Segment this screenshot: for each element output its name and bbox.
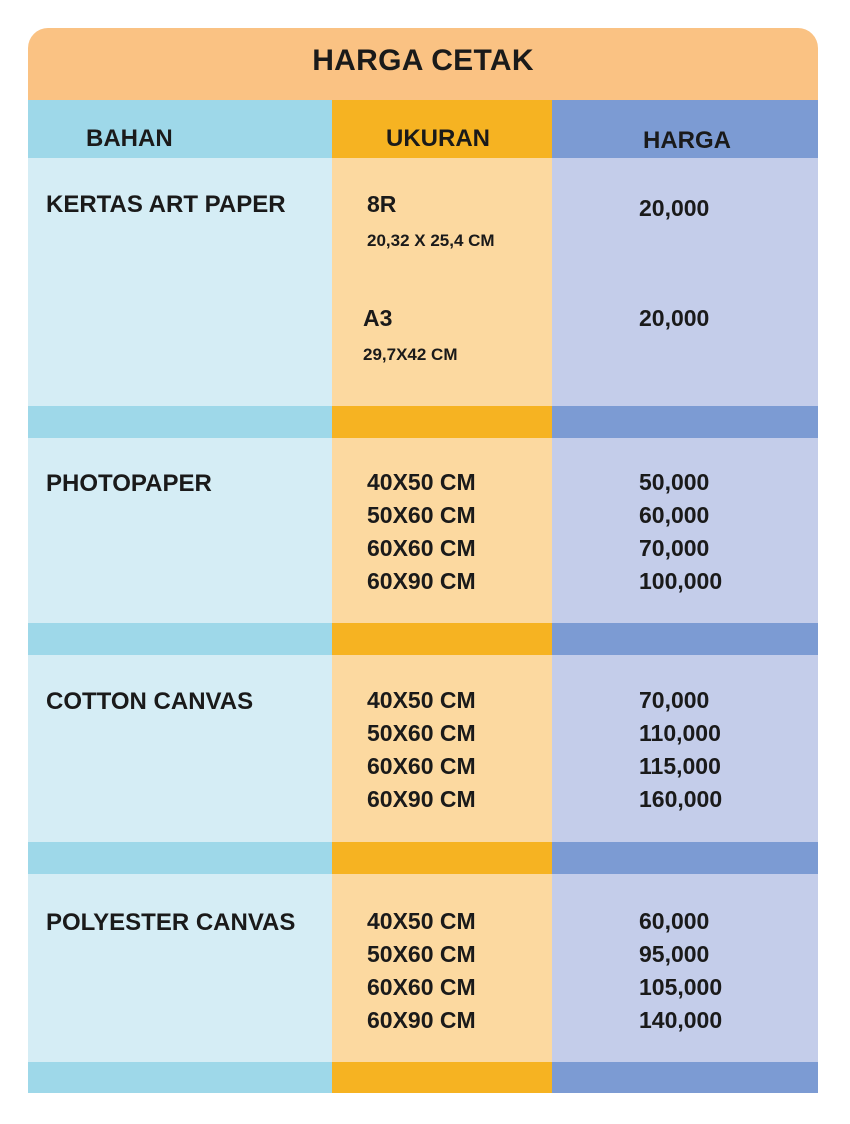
price-item: 160,000: [639, 786, 723, 812]
size-item: 60X60 CM: [367, 753, 476, 779]
size-item: 40X50 CM: [367, 469, 476, 495]
size-item: 50X60 CM: [367, 720, 476, 746]
separator-band: [332, 406, 552, 438]
size-item: 40X50 CM: [367, 908, 476, 934]
size-a3: A3: [363, 305, 393, 331]
price-item: 110,000: [639, 720, 721, 746]
size-item: 40X50 CM: [367, 687, 476, 713]
separator-band: [28, 623, 332, 655]
size-8r: 8R: [367, 191, 397, 217]
header-ukuran: UKURAN: [386, 125, 490, 152]
material-polyester-canvas: POLYESTER CANVAS: [46, 909, 296, 936]
material-cotton-canvas: COTTON CANVAS: [46, 688, 254, 715]
size-item: 50X60 CM: [367, 502, 476, 528]
price-item: 100,000: [639, 568, 723, 594]
price-list: [639, 466, 722, 598]
separator-band: [552, 623, 818, 655]
header-bahan: BAHAN: [86, 125, 173, 152]
dimension-a3: 29,7X42 CM: [363, 345, 458, 364]
price-list: [639, 905, 722, 1037]
price-8r: 20,000: [639, 195, 710, 221]
footer-band: [552, 1062, 818, 1093]
material-kertas-art-paper: KERTAS ART PAPER: [46, 191, 286, 218]
footer-band: [332, 1062, 552, 1093]
size-list: [367, 905, 476, 1037]
material-photopaper: PHOTOPAPER: [46, 470, 212, 497]
price-item: 60,000: [639, 908, 710, 934]
separator-band: [28, 842, 332, 874]
bahan-column: [28, 100, 332, 1093]
price-item: 95,000: [639, 941, 710, 967]
price-item: 115,000: [639, 753, 721, 779]
title-bar: [28, 28, 818, 100]
size-item: 60X60 CM: [367, 974, 476, 1000]
price-item: 60,000: [639, 502, 710, 528]
size-item: 60X90 CM: [367, 568, 476, 594]
separator-band: [28, 406, 332, 438]
separator-band: [552, 406, 818, 438]
price-a3: 20,000: [639, 305, 710, 331]
size-item: 60X90 CM: [367, 786, 476, 812]
price-item: 50,000: [639, 469, 710, 495]
price-item: 70,000: [639, 535, 710, 561]
page-title: HARGA CETAK: [312, 44, 534, 77]
separator-band: [332, 842, 552, 874]
dimension-8r: 20,32 X 25,4 CM: [367, 231, 495, 250]
price-item: 140,000: [639, 1007, 723, 1033]
size-list: [367, 466, 476, 598]
header-cell-bahan: [28, 100, 332, 158]
size-item: 50X60 CM: [367, 941, 476, 967]
price-item: 70,000: [639, 687, 710, 713]
separator-band: [552, 842, 818, 874]
size-list: [367, 684, 476, 816]
separator-band: [332, 623, 552, 655]
size-item: 60X90 CM: [367, 1007, 476, 1033]
footer-band: [28, 1062, 332, 1093]
price-item: 105,000: [639, 974, 723, 1000]
header-harga: HARGA: [643, 127, 731, 154]
size-item: 60X60 CM: [367, 535, 476, 561]
price-list: [639, 684, 722, 816]
